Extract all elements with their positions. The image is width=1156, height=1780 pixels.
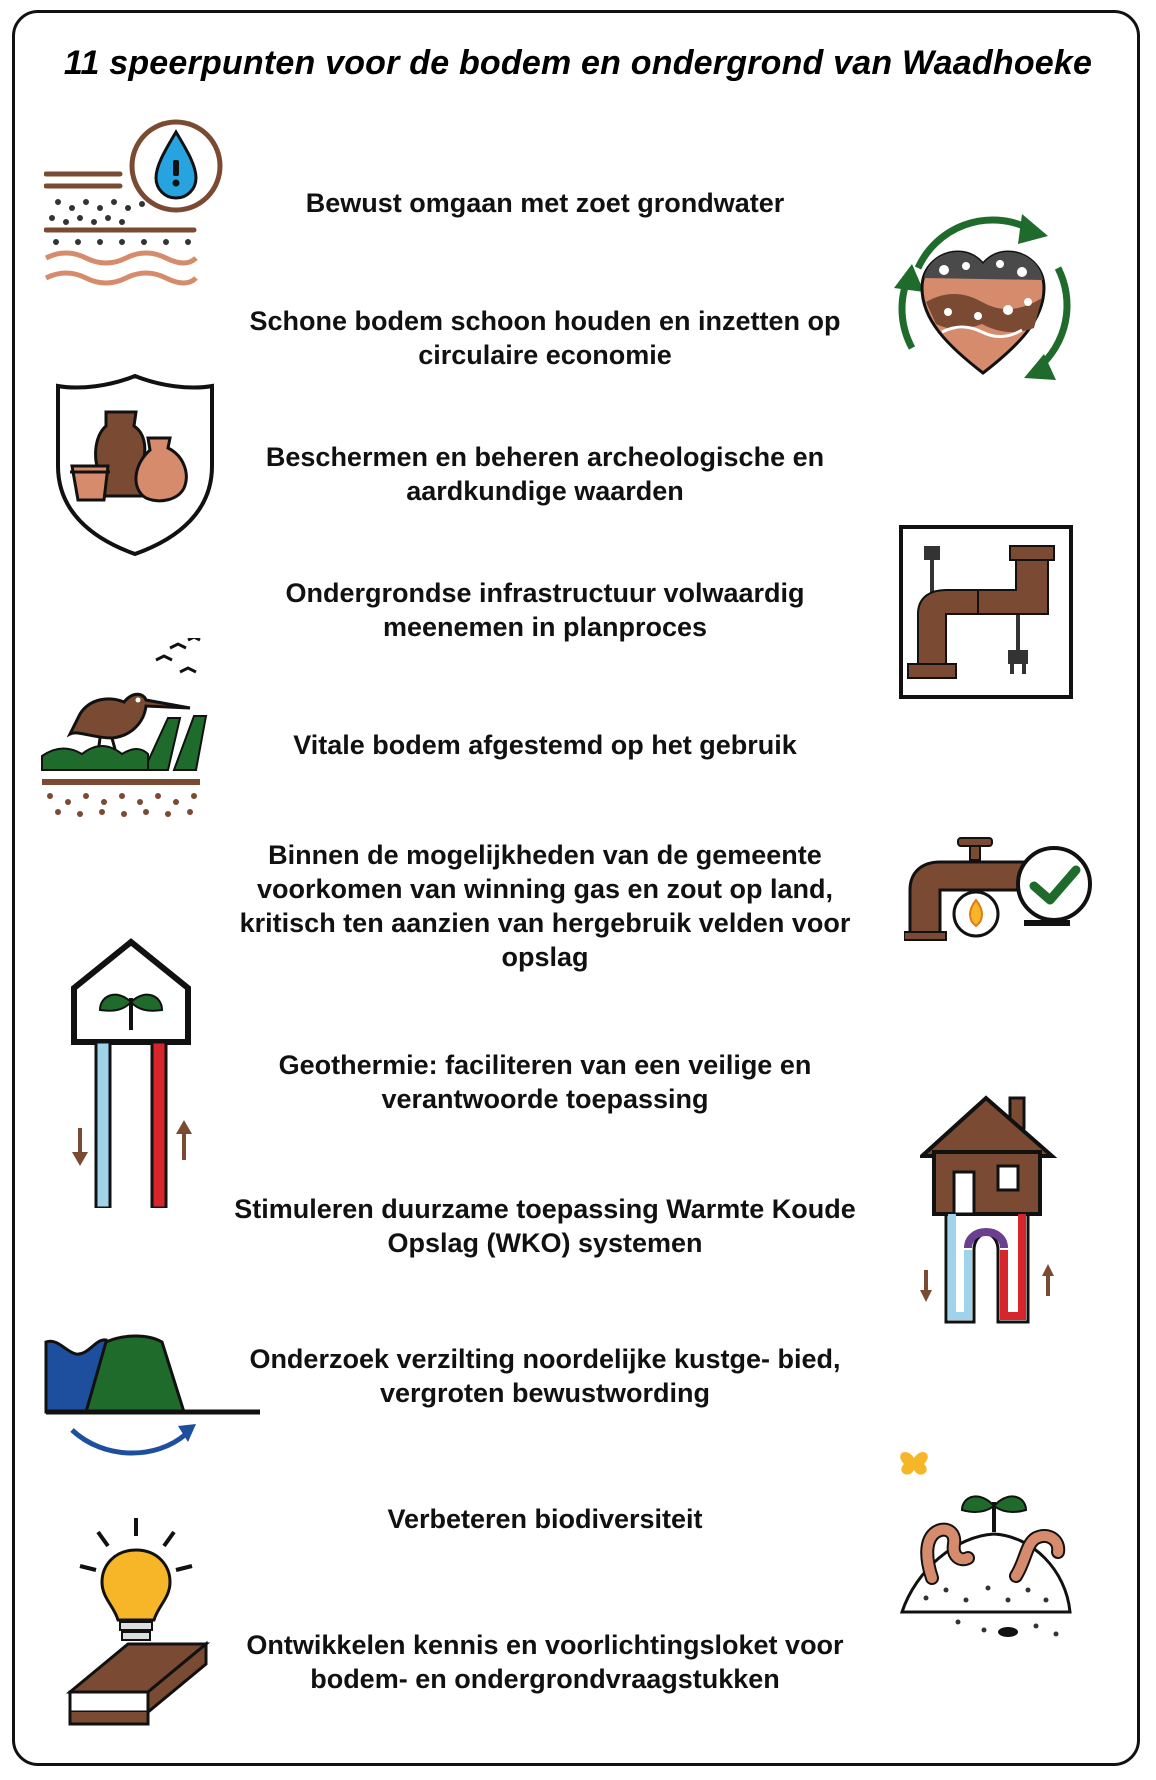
item-salinization: Onderzoek verzilting noordelijke kustge- bied, vergroten bewustwording — [249, 1344, 841, 1408]
knowledge-lightbulb-book-icon — [58, 1516, 218, 1736]
geothermal-greenhouse-icon — [66, 938, 196, 1208]
circular-soil-heart-icon — [888, 208, 1078, 393]
underground-infrastructure-icon — [898, 524, 1074, 700]
salinization-icon — [44, 1330, 264, 1470]
item-gas-salt: Binnen de mogelijkheden van de gemeente voorkomen van winning gas en zout op land, kritisch ten aanzien van hergebruik velden voor opslag — [239, 840, 851, 972]
item-geothermal: Geothermie: faciliteren van een veilige en verantwoorde toepassing — [278, 1050, 812, 1114]
item-knowledge: Ontwikkelen kennis en voorlichtingsloket voor bodem- en ondergrondvraagstukken — [246, 1630, 844, 1694]
item-biodiversity: Verbeteren biodiversiteit — [387, 1504, 703, 1534]
biodiversity-worm-icon — [896, 1440, 1076, 1650]
page-title: 11 speerpunten voor de bodem en ondergrond van Waadhoeke — [63, 44, 1093, 82]
item-groundwater: Bewust omgaan met zoet grondwater — [305, 188, 785, 218]
wko-house-icon — [920, 1090, 1060, 1330]
item-wko: Stimuleren duurzame toepassing Warmte Koude Opslag (WKO) systemen — [234, 1194, 856, 1258]
item-vital-soil: Vitale bodem afgestemd op het gebruik — [293, 730, 797, 760]
archaeology-shield-icon — [50, 370, 220, 560]
item-archaeology: Beschermen en beheren archeologische en aardkundige waarden — [265, 442, 825, 506]
groundwater-icon — [44, 118, 234, 293]
item-circular-economy: Schone bodem schoon houden en inzetten op circulaire economie — [249, 306, 841, 370]
item-infrastructure: Ondergrondse infrastructuur volwaardig meenemen in planproces — [285, 578, 805, 642]
gas-tap-check-icon — [904, 828, 1094, 948]
wading-bird-soil-icon — [40, 638, 230, 820]
